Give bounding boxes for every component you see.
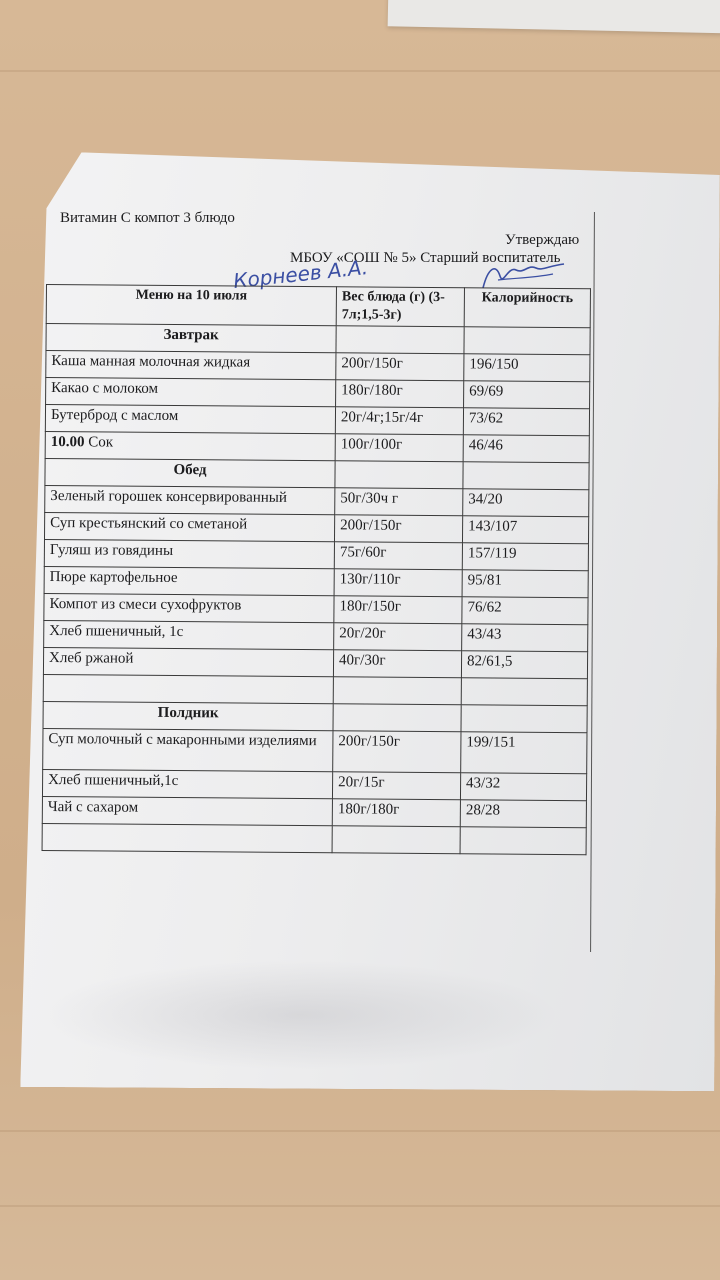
- wood-grain: [0, 70, 720, 72]
- dish-calories: [460, 827, 586, 855]
- dish-name: [45, 431, 335, 460]
- table-row: [42, 823, 586, 854]
- dish-calories: [463, 462, 589, 490]
- header-menu: Меню на 10 июля: [46, 285, 336, 326]
- dish-weight: 75г/60г: [334, 542, 462, 570]
- dish-weight: 200г/150г: [333, 731, 461, 773]
- background-paper-corner: [388, 0, 720, 34]
- header-weight: Вес блюда (г) (3-7л;1,5-3г): [336, 287, 464, 327]
- approval-label: Утверждаю: [505, 232, 580, 248]
- dish-name: Бутерброд с маслом: [45, 405, 335, 434]
- dish-weight: 40г/30г: [333, 650, 461, 678]
- dish-calories: 46/46: [463, 435, 589, 463]
- dish-time: 10.00: [50, 434, 85, 451]
- section-row: [45, 458, 589, 489]
- dish-name: Какао с молоком: [46, 378, 336, 407]
- dish-weight: 180г/180г: [336, 380, 464, 408]
- table-row: [45, 431, 589, 462]
- dish-calories: 196/150: [464, 354, 590, 382]
- table-row: [46, 378, 590, 409]
- table-row: [44, 620, 588, 651]
- dish-name: Каша манная молочная жидкая: [46, 351, 336, 380]
- dish-weight: 200г/150г: [336, 353, 464, 381]
- dish-weight: 20г/15г: [332, 772, 460, 800]
- organization-line: МБОУ «СОШ № 5» Старший воспитатель: [290, 250, 561, 266]
- table-row: [44, 539, 588, 570]
- wood-grain: [0, 1130, 720, 1132]
- menu-table: [42, 284, 591, 855]
- dish-calories: 73/62: [463, 408, 589, 436]
- table-row: [43, 674, 587, 705]
- section-title: Полдник: [43, 701, 333, 730]
- dish-name: [42, 823, 332, 852]
- dish-calories: 199/151: [461, 732, 587, 774]
- dish-calories: 34/20: [463, 489, 589, 517]
- table-row: [44, 566, 588, 597]
- dish-weight: [333, 704, 461, 732]
- dish-name-text: Сок: [84, 434, 114, 451]
- dish-weight: 50г/30ч г: [335, 488, 463, 516]
- dish-name: Зеленый горошек консервированный: [45, 485, 335, 514]
- section-title: Завтрак: [46, 324, 336, 353]
- vitamin-note: Витамин С компот 3 блюдо: [60, 210, 235, 226]
- dish-weight: 180г/150г: [334, 596, 462, 624]
- dish-name: [43, 674, 333, 703]
- table-row: [46, 351, 590, 382]
- section-title: Обед: [45, 458, 335, 487]
- dish-name: Суп молочный с макаронными изделиями: [43, 728, 333, 771]
- wood-grain: [0, 1205, 720, 1207]
- table-row: [45, 405, 589, 436]
- dish-calories: 157/119: [462, 543, 588, 571]
- table-row: [44, 593, 588, 624]
- dish-weight: 180г/180г: [332, 799, 460, 827]
- handwritten-note: Корнеев А.А.: [232, 255, 369, 293]
- dish-name: Хлеб ржаной: [43, 647, 333, 676]
- dish-name: Пюре картофельное: [44, 566, 334, 595]
- section-row: [46, 324, 590, 355]
- dish-calories: 43/32: [460, 773, 586, 801]
- header-calories: Калорийность: [464, 288, 590, 328]
- dish-name: Хлеб пшеничный,1с: [42, 769, 332, 798]
- table-row: [44, 512, 588, 543]
- dish-calories: 76/62: [462, 597, 588, 625]
- dish-weight: 100г/100г: [335, 434, 463, 462]
- dish-weight: [335, 461, 463, 489]
- dish-name: Суп крестьянский со сметаной: [44, 512, 334, 541]
- dish-weight: 20г/4г;15г/4г: [335, 407, 463, 435]
- table-row: [42, 769, 586, 800]
- table-row: [45, 485, 589, 516]
- dish-weight: 20г/20г: [334, 623, 462, 651]
- dish-name: Компот из смеси сухофруктов: [44, 593, 334, 622]
- dish-calories: 43/43: [462, 624, 588, 652]
- dish-calories: 28/28: [460, 800, 586, 828]
- dish-weight: [332, 826, 460, 854]
- dish-calories: [461, 678, 587, 706]
- dish-weight: [336, 326, 464, 354]
- section-row: [43, 701, 587, 732]
- table-row: [42, 796, 586, 827]
- dish-calories: 69/69: [464, 381, 590, 409]
- dish-name: Чай с сахаром: [42, 796, 332, 825]
- dish-calories: 95/81: [462, 570, 588, 598]
- dish-weight: 130г/110г: [334, 569, 462, 597]
- dish-weight: [333, 677, 461, 705]
- dish-calories: [464, 327, 590, 355]
- dish-name: Хлеб пшеничный, 1с: [44, 620, 334, 649]
- table-row: [43, 647, 587, 678]
- dish-calories: [461, 705, 587, 733]
- dish-calories: 143/107: [462, 516, 588, 544]
- dish-weight: 200г/150г: [334, 515, 462, 543]
- dish-calories: 82/61,5: [461, 651, 587, 679]
- shadow: [40, 960, 560, 1070]
- dish-name: Гуляш из говядины: [44, 539, 334, 568]
- table-header: [46, 285, 590, 328]
- table-row: [43, 728, 587, 773]
